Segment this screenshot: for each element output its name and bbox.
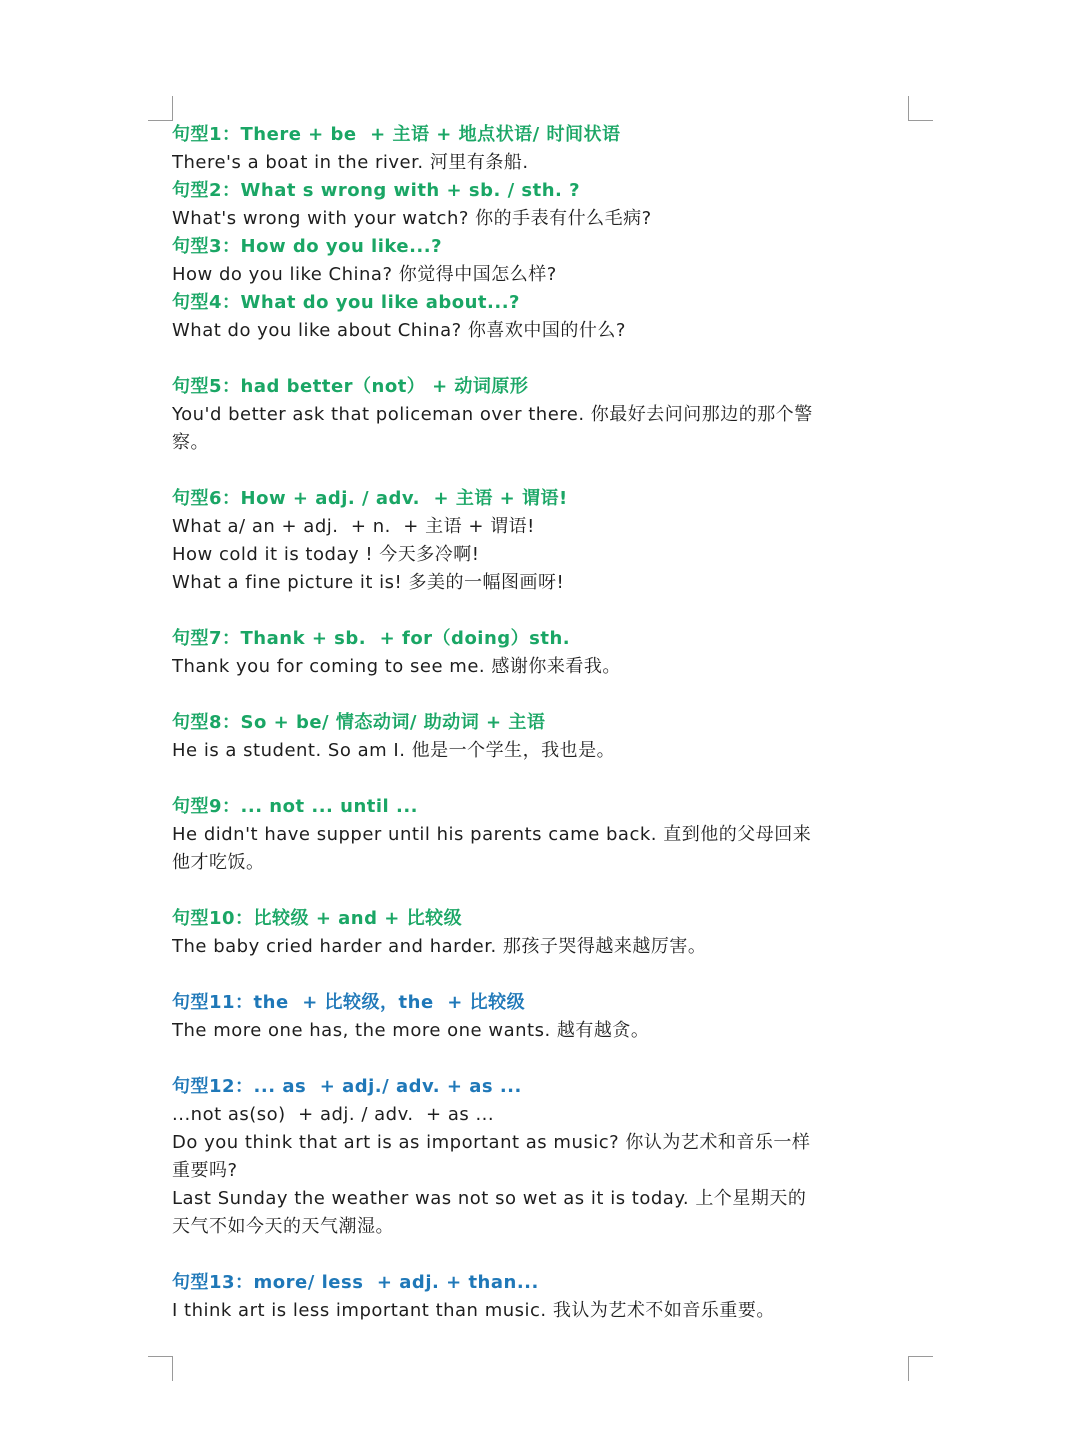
pattern-2-heading: 句型2：What s wrong with + sb. / sth. ? [172, 180, 581, 201]
pattern-5-heading: 句型5：had better（not） + 动词原形 [172, 376, 529, 397]
pattern-5-example-cont: 察。 [172, 432, 209, 453]
document-body [172, 121, 908, 1325]
pattern-1-example: There's a boat in the river. 河里有条船. [172, 152, 529, 173]
pattern-8-heading: 句型8：So + be/ 情态动词/ 助动词 + 主语 [172, 712, 546, 733]
pattern-4-heading: 句型4：What do you like about...? [172, 292, 520, 313]
blank-line [172, 457, 908, 485]
pattern-12-heading: 句型12：... as + adj./ adv. + as ... [172, 1076, 522, 1097]
pattern-6-example-1: How cold it is today ! 今天多冷啊! [172, 544, 480, 565]
pattern-6-formula: What a/ an + adj. + n. + 主语 + 谓语! [172, 516, 535, 537]
pattern-9-example: He didn't have supper until his parents came back. 直到他的父母回来 [172, 824, 812, 845]
crop-mark-top-right [908, 96, 933, 121]
pattern-1-heading: 句型1：There + be + 主语 + 地点状语/ 时间状语 [172, 124, 621, 145]
pattern-12-example-1-cont: 重要吗? [172, 1160, 238, 1181]
pattern-12-example-1: Do you think that art is as important as music? 你认为艺术和音乐一样 [172, 1132, 811, 1153]
pattern-12-example-2: Last Sunday the weather was not so wet as it is today. 上个星期天的 [172, 1188, 807, 1209]
pattern-11-example: The more one has, the more one wants. 越有越贪。 [172, 1020, 650, 1041]
crop-mark-bottom-left [148, 1356, 173, 1381]
pattern-8-example: He is a student. So am I. 他是一个学生，我也是。 [172, 740, 616, 761]
pattern-6-heading: 句型6：How + adj. / adv. + 主语 + 谓语! [172, 488, 568, 509]
pattern-2-example: What's wrong with your watch? 你的手表有什么毛病? [172, 208, 652, 229]
pattern-13-example: I think art is less important than music. 我认为艺术不如音乐重要。 [172, 1300, 775, 1321]
blank-line [172, 681, 908, 709]
blank-line [172, 877, 908, 905]
blank-line [172, 1045, 908, 1073]
pattern-10-example: The baby cried harder and harder. 那孩子哭得越来越厉害。 [172, 936, 707, 957]
pattern-3-heading: 句型3：How do you like...? [172, 236, 443, 257]
blank-line [172, 345, 908, 373]
pattern-5-example: You'd better ask that policeman over there. 你最好去问问那边的那个警 [172, 404, 813, 425]
pattern-12-example-2-cont: 天气不如今天的天气潮湿。 [172, 1216, 394, 1237]
pattern-6-example-2: What a fine picture it is! 多美的一幅图画呀! [172, 572, 565, 593]
crop-mark-bottom-right [908, 1356, 933, 1381]
crop-mark-top-left [148, 96, 173, 121]
pattern-9-example-cont: 他才吃饭。 [172, 852, 265, 873]
pattern-7-example: Thank you for coming to see me. 感谢你来看我。 [172, 656, 621, 677]
blank-line [172, 961, 908, 989]
pattern-4-example: What do you like about China? 你喜欢中国的什么? [172, 320, 626, 341]
pattern-13-heading: 句型13：more/ less + adj. + than... [172, 1272, 539, 1293]
pattern-11-heading: 句型11：the + 比较级，the + 比较级 [172, 992, 526, 1013]
pattern-3-example: How do you like China? 你觉得中国怎么样? [172, 264, 557, 285]
blank-line [172, 597, 908, 625]
pattern-12-formula: ...not as(so) + adj. / adv. + as ... [172, 1104, 495, 1125]
blank-line [172, 765, 908, 793]
blank-line [172, 1241, 908, 1269]
pattern-10-heading: 句型10：比较级 + and + 比较级 [172, 908, 463, 929]
pattern-9-heading: 句型9：... not ... until ... [172, 796, 418, 817]
pattern-7-heading: 句型7：Thank + sb. + for（doing）sth. [172, 628, 571, 649]
